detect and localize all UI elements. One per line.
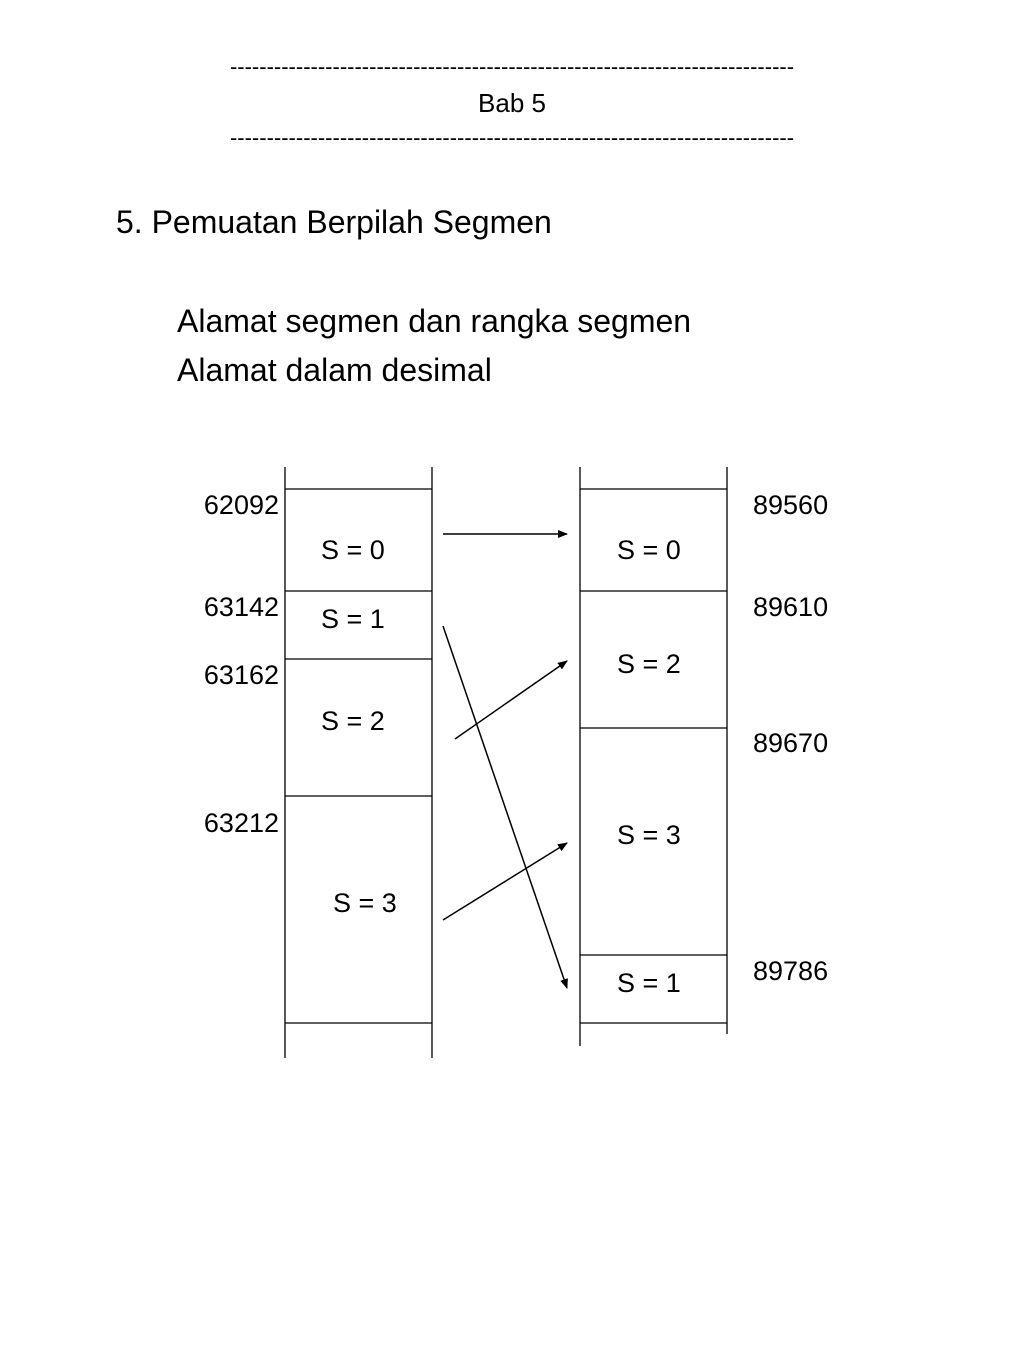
subtitle-segment-address: Alamat segmen dan rangka segmen (177, 303, 692, 339)
right-address-label: 89786 (753, 956, 829, 986)
right-address-label: 89610 (753, 592, 829, 622)
left-address-label: 63212 (203, 808, 279, 838)
header-rule-bottom: ----------------------------------------------------------------------------- (229, 127, 795, 149)
left-segment-label: S = 3 (333, 888, 397, 918)
left-address-label: 62092 (203, 490, 279, 520)
header-rule-top: ----------------------------------------------------------------------------- (229, 56, 795, 78)
left-address-label: 63162 (203, 660, 279, 690)
left-segment-label: S = 0 (321, 535, 385, 565)
right-address-label: 89670 (753, 728, 829, 758)
left-segment-label: S = 1 (321, 604, 385, 634)
left-segment-label: S = 2 (321, 706, 385, 736)
left-address-label: 63142 (203, 592, 279, 622)
arrow-s1-to-s1 (443, 626, 567, 988)
section-heading: 5. Pemuatan Berpilah Segmen (116, 204, 552, 240)
right-segment-label: S = 1 (617, 968, 681, 998)
subtitle-decimal-address: Alamat dalam desimal (177, 352, 492, 388)
right-segment-label: S = 0 (617, 535, 681, 565)
arrow-s3-to-s3 (443, 843, 567, 920)
right-segment-label: S = 2 (617, 649, 681, 679)
chapter-label: Bab 5 (478, 88, 546, 118)
arrow-s2-to-s2 (455, 661, 567, 739)
right-address-label: 89560 (753, 490, 829, 520)
right-segment-label: S = 3 (617, 820, 681, 850)
